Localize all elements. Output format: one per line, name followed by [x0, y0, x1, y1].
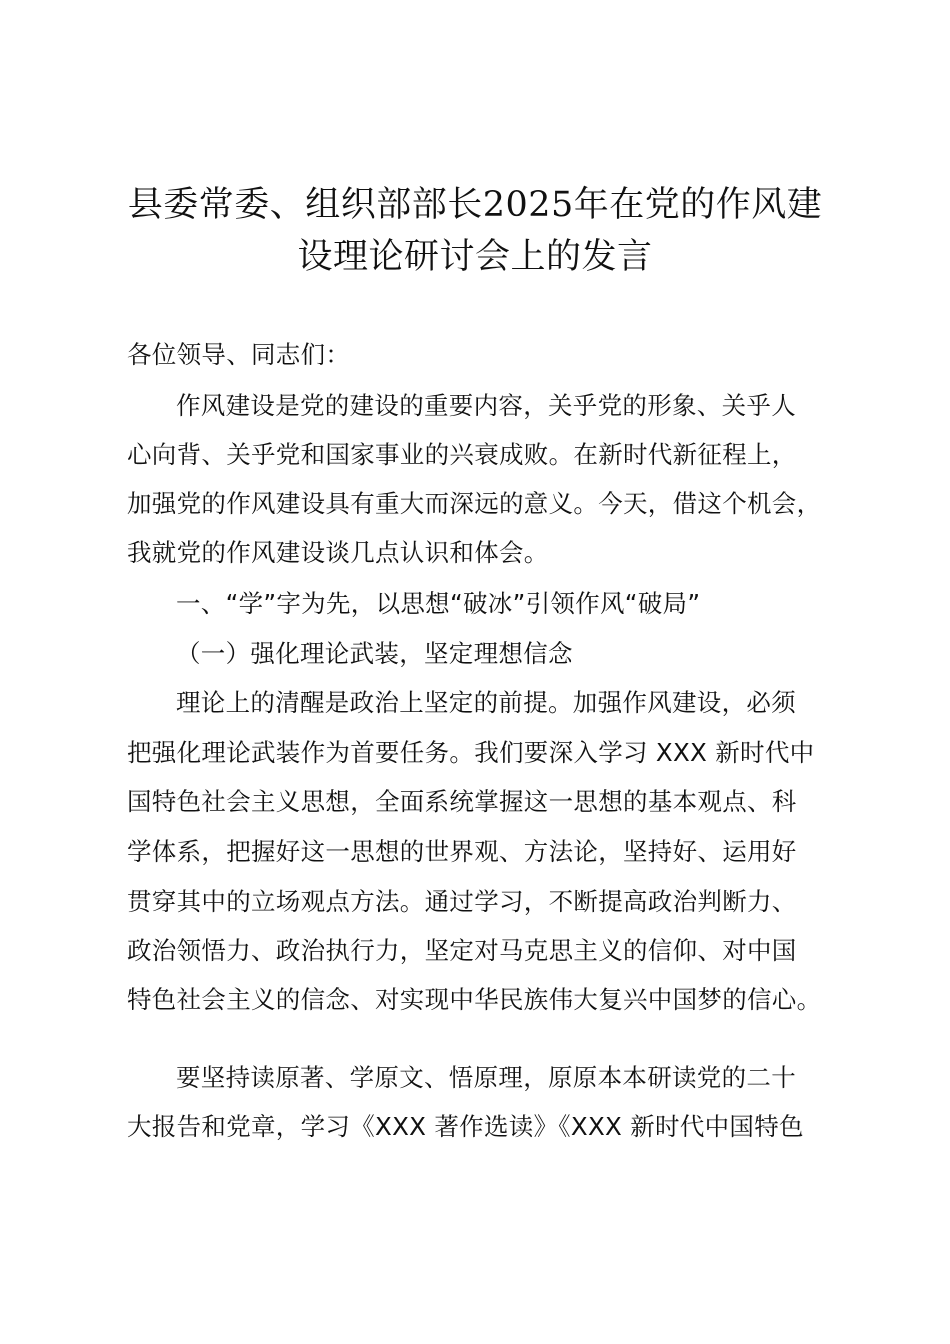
body-line: 大报告和党章，学习《XXX 著作选读》《XXX 新时代中国特色 [127, 1112, 804, 1141]
body-line: 理论上的清醒是政治上坚定的前提。加强作风建设，必须 [176, 688, 796, 717]
salutation: 各位领导、同志们： [127, 340, 351, 369]
body-line: 心向背、关乎党和国家事业的兴衰成败。在新时代新征程上， [127, 440, 797, 469]
body-line: 作风建设是党的建设的重要内容，关乎党的形象、关乎人 [176, 391, 796, 420]
document-title-line-2: 设理论研讨会上的发言 [297, 237, 653, 277]
body-line: 我就党的作风建设谈几点认识和体会。 [127, 538, 549, 567]
body-line: 把强化理论武装作为首要任务。我们要深入学习 XXX 新时代中 [127, 738, 815, 767]
body-line: 学体系，把握好这一思想的世界观、方法论，坚持好、运用好 [127, 837, 797, 866]
document-title-line-1: 县委常委、组织部部长2025年在党的作风建 [127, 185, 823, 225]
section-heading: 一、“学”字为先，以思想“破冰”引领作风“破局” [176, 589, 701, 618]
body-line: 特色社会主义的信念、对实现中华民族伟大复兴中国梦的信心。 [127, 985, 822, 1014]
body-line: 加强党的作风建设具有重大而深远的意义。今天，借这个机会， [127, 489, 822, 518]
body-line: 国特色社会主义思想，全面系统掌握这一思想的基本观点、科 [127, 787, 797, 816]
subsection-heading: （一）强化理论武装，坚定理想信念 [176, 639, 573, 668]
body-line: 政治领悟力、政治执行力，坚定对马克思主义的信仰、对中国 [127, 936, 797, 965]
body-line: 要坚持读原著、学原文、悟原理，原原本本研读党的二十 [176, 1063, 796, 1092]
body-line: 贯穿其中的立场观点方法。通过学习，不断提高政治判断力、 [127, 887, 797, 916]
